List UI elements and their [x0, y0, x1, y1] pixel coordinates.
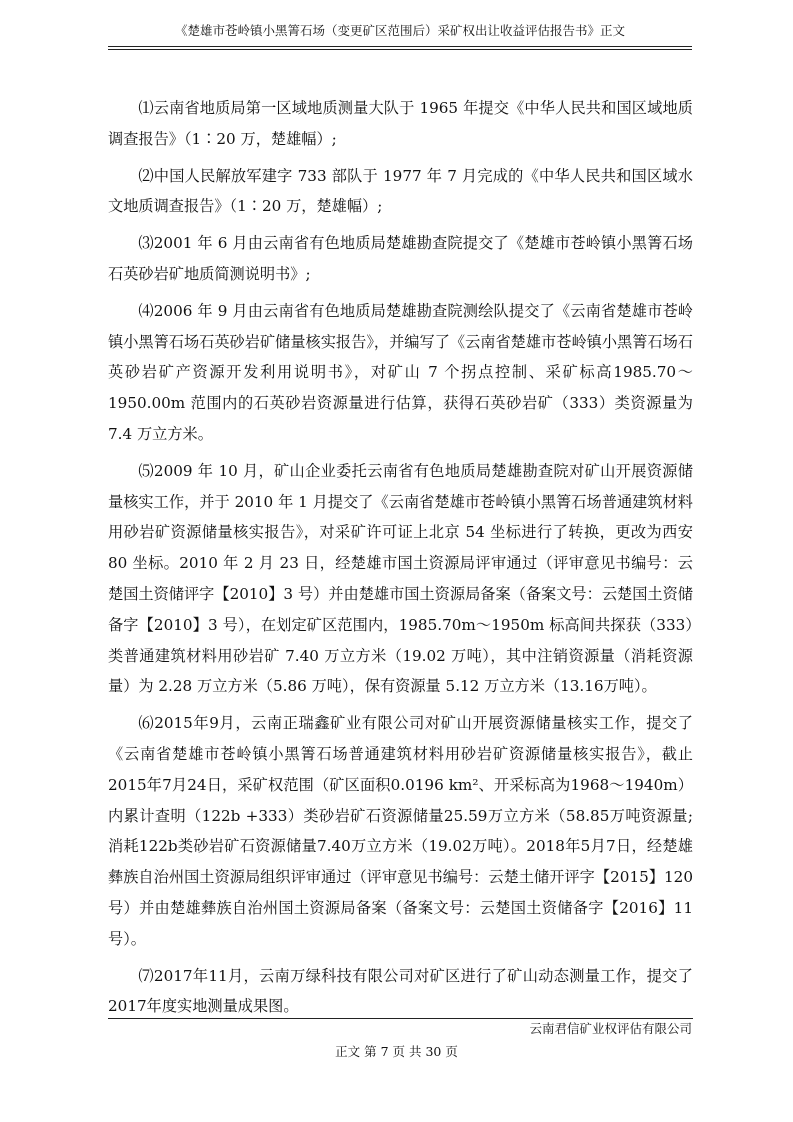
- paragraph-item-2: ⑵中国人民解放军建字 733 部队于 1977 年 7 月完成的《中华人民共和国区域水文地质调查报告》（1∶20 万，楚雄幅）;: [108, 166, 693, 216]
- paragraph-item-3: ⑶2001 年 6 月由云南省有色地质局楚雄勘查院提交了《楚雄市苍岭镇小黑箐石场石英砂岩矿地质简测说明书》;: [108, 234, 693, 283]
- footer-rule: [108, 1018, 693, 1019]
- document-body: [108, 93, 693, 1028]
- page-number: 正文 第 7 页 共 30 页: [335, 1044, 458, 1059]
- header-rule-secondary: [108, 49, 692, 50]
- paragraph-item-7: ⑺2017年11月，云南万绿科技有限公司对矿区进行了矿山动态测量工作，提交了2017年度实地测量成果图。: [108, 966, 693, 1016]
- header-rule: [108, 46, 692, 47]
- paragraph-item-4: ⑷2006 年 9 月由云南省有色地质局楚雄勘查院测绘队提交了《云南省楚雄市苍岭镇小黑箐石场石英砂岩矿储量核实报告》，并编写了《云南省楚雄市苍岭镇小黑箐石场石英砂岩矿产资源开发利用说明书》，对矿山 7 个拐点控制、采矿标高1985.70～1950.00m 范围内的石英砂岩资源量进行估算，获得石英砂岩矿（333）类资源量为 7.4 万立方米。: [108, 301, 693, 443]
- paragraph-item-1: ⑴云南省地质局第一区域地质测量大队于 1965 年提交《中华人民共和国区域地质调查报告》（1∶20 万，楚雄幅）;: [108, 99, 693, 148]
- paragraph-item-5: ⑸2009 年 10 月，矿山企业委托云南省有色地质局楚雄勘查院对矿山开展资源储量核实工作，并于 2010 年 1 月提交了《云南省楚雄市苍岭镇小黑箐石场普通建筑材料用砂岩矿资源储量核实报告》，对采矿许可证上北京 54 坐标进行了转换，更改为西安 80 坐标。2010 年 2 月 23 日，经楚雄市国土资源局评审通过（评审意见书编号：云楚国土资储评字【2010】3 号）并由楚雄市国土资源局备案（备案文号：云楚国土资储备字【2010】3 号），在划定矿区范围内，1985.70m～1950m 标高间共探获（333）类普通建筑材料用砂岩矿 7.40 万立方米（19.02 万吨），其中注销资源量（消耗资源量）为 2.28 万立方米（5.86 万吨），保有资源量 5.12 万立方米（13.16万吨）。: [108, 461, 693, 696]
- page-header-title: 《楚雄市苍岭镇小黑箐石场（变更矿区范围后）采矿权出让收益评估报告书》正文: [174, 23, 625, 38]
- footer-company-name: 云南君信矿业权评估有限公司: [529, 1021, 692, 1036]
- paragraph-item-6: ⑹2015年9月，云南正瑞鑫矿业有限公司对矿山开展资源储量核实工作，提交了《云南省楚雄市苍岭镇小黑箐石场普通建筑材料用砂岩矿资源储量核实报告》，截止2015年7月24日，采矿权范围（矿区面积0.0196 km²、开采标高为1968～1940m）内累计查明（122b +333）类砂岩矿石资源储量25.59万立方米（58.85万吨资源量;消耗122b类砂岩矿石资源储量7.40万立方米（19.02万吨）。2018年5月7日，经楚雄彝族自治州国土资源局组织评审通过（评审意见书编号：云楚土储开评字【2015】120号）并由楚雄彝族自治州国土资源局备案（备案文号：云楚国土资储备字【2016】11号）。: [108, 714, 693, 948]
